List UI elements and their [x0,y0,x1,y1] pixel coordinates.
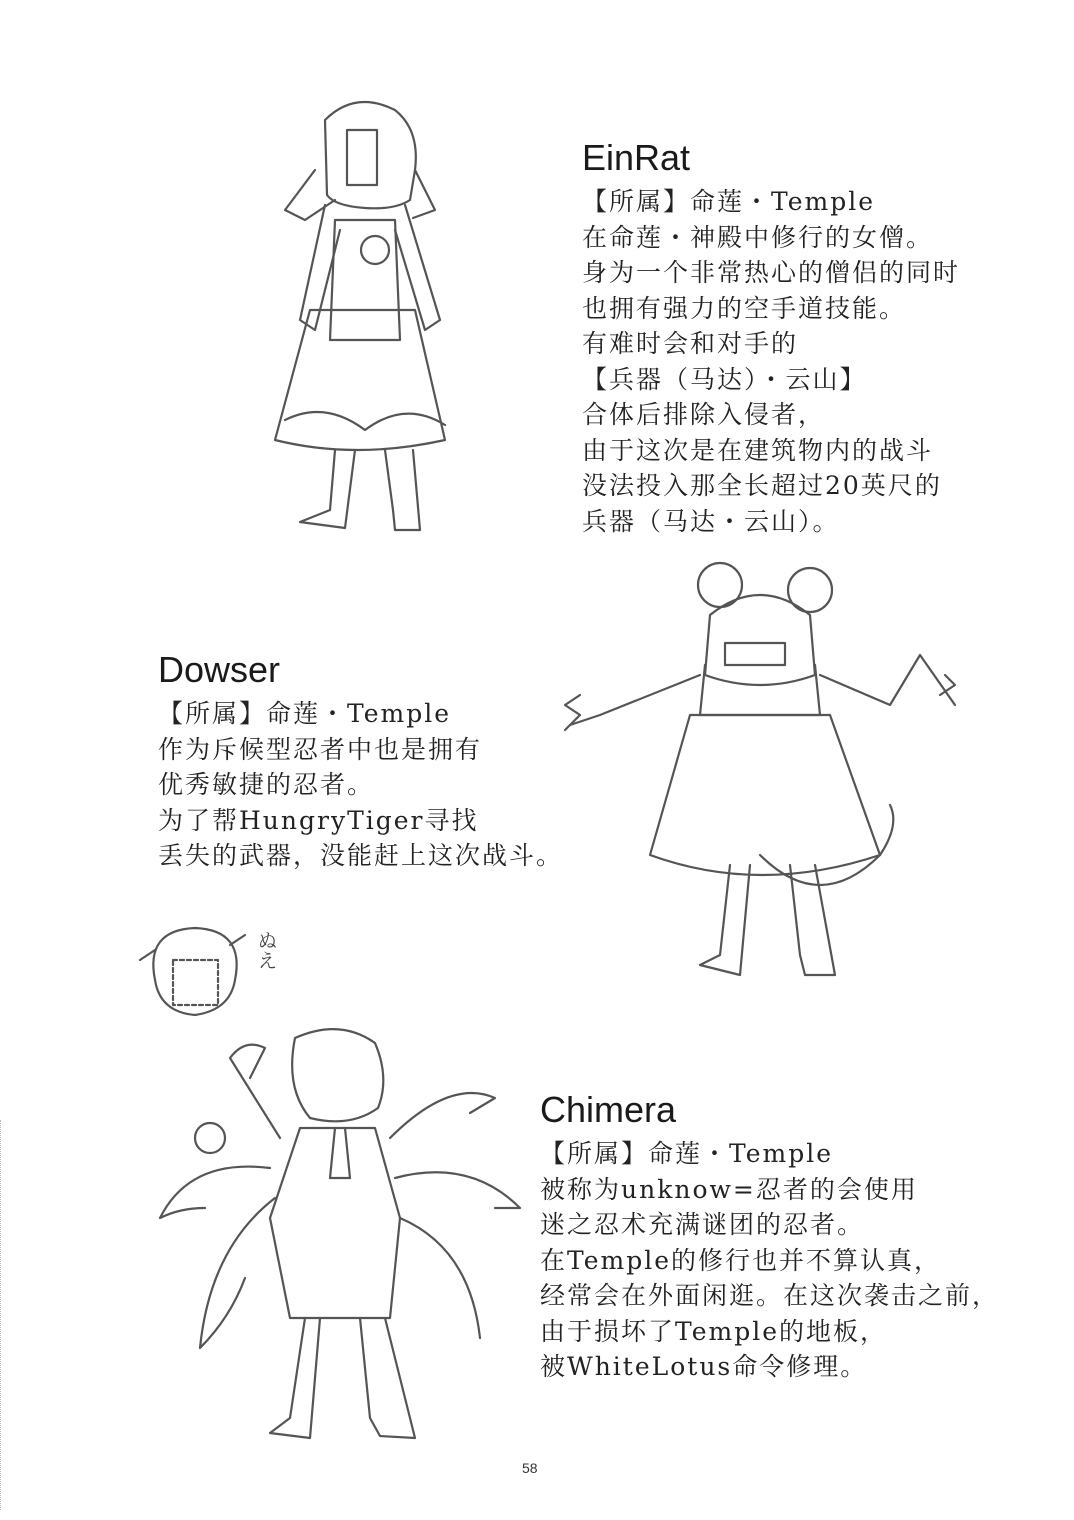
chimera-line: 由于损坏了Temple的地板， [540,1316,888,1346]
sketch-note: ぬえ [254,930,278,970]
einrat-line: 在命莲・神殿中修行的女僧。 [582,222,934,252]
chimera-name: Chimera [540,1089,677,1130]
page-number: 58 [522,1460,538,1476]
einrat-line: 身为一个非常热心的僧侣的同时 [582,258,961,287]
chimera-line: 经常会在外面闲逛。在这次袭击之前， [540,1281,1000,1310]
einrat-line: 由于这次是在建筑物内的战斗 [582,435,934,465]
chimera-line: 迷之忍术充满谜团的忍者。 [540,1210,865,1239]
dowser-name: Dowser [158,649,281,690]
chimera-line: 被称为unknow=忍者的会使用 [540,1174,918,1204]
chimera-illustration [150,1018,550,1450]
einrat-illustration [245,90,485,540]
dowser-line: 【所属】命莲・Temple [158,699,452,728]
einrat-line: 也拥有强力的空手道技能。 [582,293,907,323]
einrat-profile [582,138,960,539]
nue-head-sketch [135,920,250,1025]
einrat-line: 【兵器（马达）・云山】 [582,364,867,394]
einrat-name: EinRat [582,137,691,178]
chimera-line: 被WhiteLotus命令修理。 [540,1352,868,1381]
scan-edge [0,1120,7,1510]
dowser-line: 优秀敏捷的忍者。 [158,770,375,799]
dowser-profile [158,650,563,874]
einrat-line: 兵器（马达・云山）。 [582,506,840,536]
dowser-line: 丢失的武器，没能赶上这次战斗。 [158,841,564,870]
dowser-line: 作为斥候型忍者中也是拥有 [158,734,483,764]
einrat-line: 有难时会和对手的 [582,329,799,358]
chimera-line: 在Temple的修行也并不算认真， [540,1245,942,1275]
chimera-profile [540,1090,999,1385]
dowser-line: 为了帮HungryTiger寻找 [158,805,479,835]
einrat-line: 合体后排除入侵者， [582,400,826,429]
einrat-line: 【所属】命莲・Temple [582,187,876,216]
dowser-illustration [560,555,970,1010]
chimera-line: 【所属】命莲・Temple [540,1139,834,1168]
einrat-line: 没法投入那全长超过20英尺的 [582,471,942,500]
